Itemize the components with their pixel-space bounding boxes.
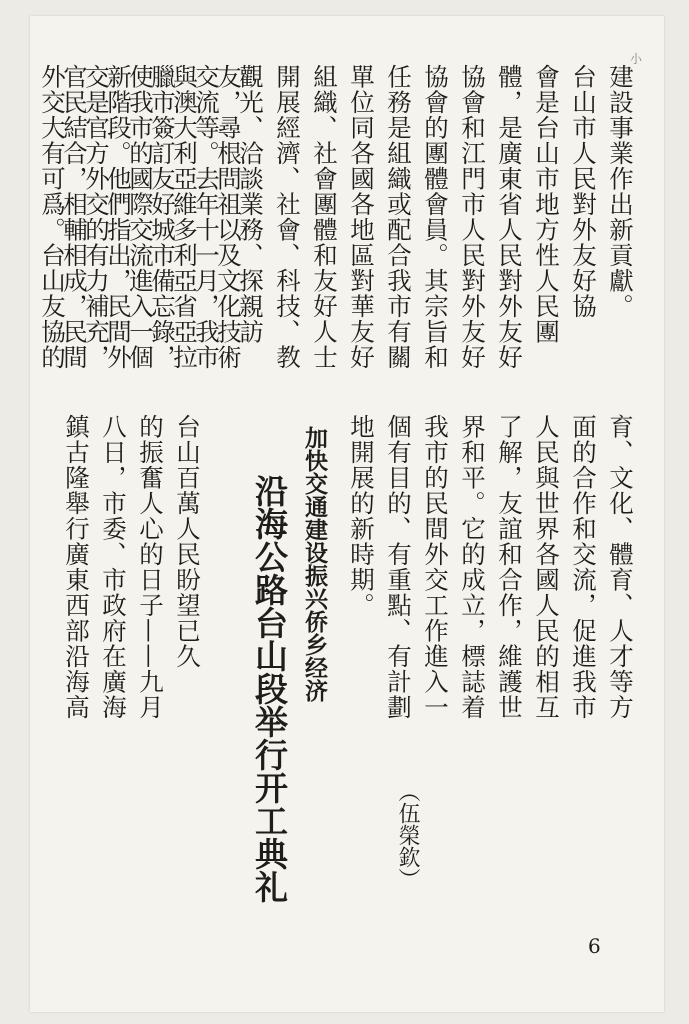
article-subtitle: 加快交通建设振兴侨乡经济 (301, 426, 328, 702)
text-column: 地開展的新時期。 (347, 414, 376, 618)
text-column: 我市的民間外交工作進入一 (421, 414, 450, 720)
text-column: 開展經濟、社會、科技、教 (273, 64, 302, 370)
text-column: 八日，市委、市政府在廣海 (99, 414, 128, 720)
text-column: 組織、社會團體和友好人士 (310, 64, 339, 370)
text-column: 新階段。他們指出，民間外 (104, 64, 133, 370)
page-number: 6 (588, 934, 601, 958)
text-column: 友，尋根問祖以及文化技術 (214, 64, 243, 370)
text-column: 任務是組織或配合我市有關 (384, 64, 413, 370)
article-title: 沿海公路台山段举行开工典礼 (250, 474, 289, 903)
corner-mark: 小 (630, 52, 643, 66)
text-column: 與澳大利亞維多利亞省亞拉 (170, 64, 199, 370)
text-column: 協會的團體會員。其宗旨和 (421, 64, 450, 370)
text-column: 會是台山市地方性人民團 (532, 64, 561, 345)
text-column: 交流等。去年十一月，我市 (192, 64, 221, 370)
text-column: 建設事業作出新貢獻。 (606, 64, 635, 319)
text-column: 協會和江門市人民對外友好 (458, 64, 487, 370)
text-column: 台山市人民對外友好協 (569, 64, 598, 319)
document-page (30, 16, 664, 1012)
text-column: 鎮古隆舉行廣東西部沿海高 (62, 414, 91, 720)
text-column: 體，是廣東省人民對外友好 (495, 64, 524, 370)
article-signature: （伍榮欽） (395, 780, 420, 890)
text-column: 使我市的國際交流進入一個 (126, 64, 155, 370)
text-column: 育、文化、體育、人才等方 (606, 414, 635, 720)
text-column: 交是官方外交的有力補充， (82, 64, 111, 370)
text-column: 觀光、洽談業務、探親訪 (236, 64, 265, 345)
text-column: 面的合作和交流，促進我市 (569, 414, 598, 720)
text-column: 了解，友誼和合作，維護世 (495, 414, 524, 720)
text-column: 的振奮人心的日子——九月 (136, 414, 165, 720)
text-column: 個有目的、有重點、有計劃 (384, 414, 413, 720)
text-column: 官民結合，相輔相成，民間 (60, 64, 89, 370)
text-column: 台山百萬人民盼望已久 (173, 414, 202, 669)
text-column: 單位同各國各地區對華友好 (347, 64, 376, 370)
text-column: 人民與世界各國人民的相互 (532, 414, 561, 720)
text-column: 外交大有可爲。台山友協的 (38, 64, 67, 370)
text-column: 界和平。它的成立，標誌着 (458, 414, 487, 720)
text-column: 臘市簽訂友好城市備忘錄， (148, 64, 177, 370)
